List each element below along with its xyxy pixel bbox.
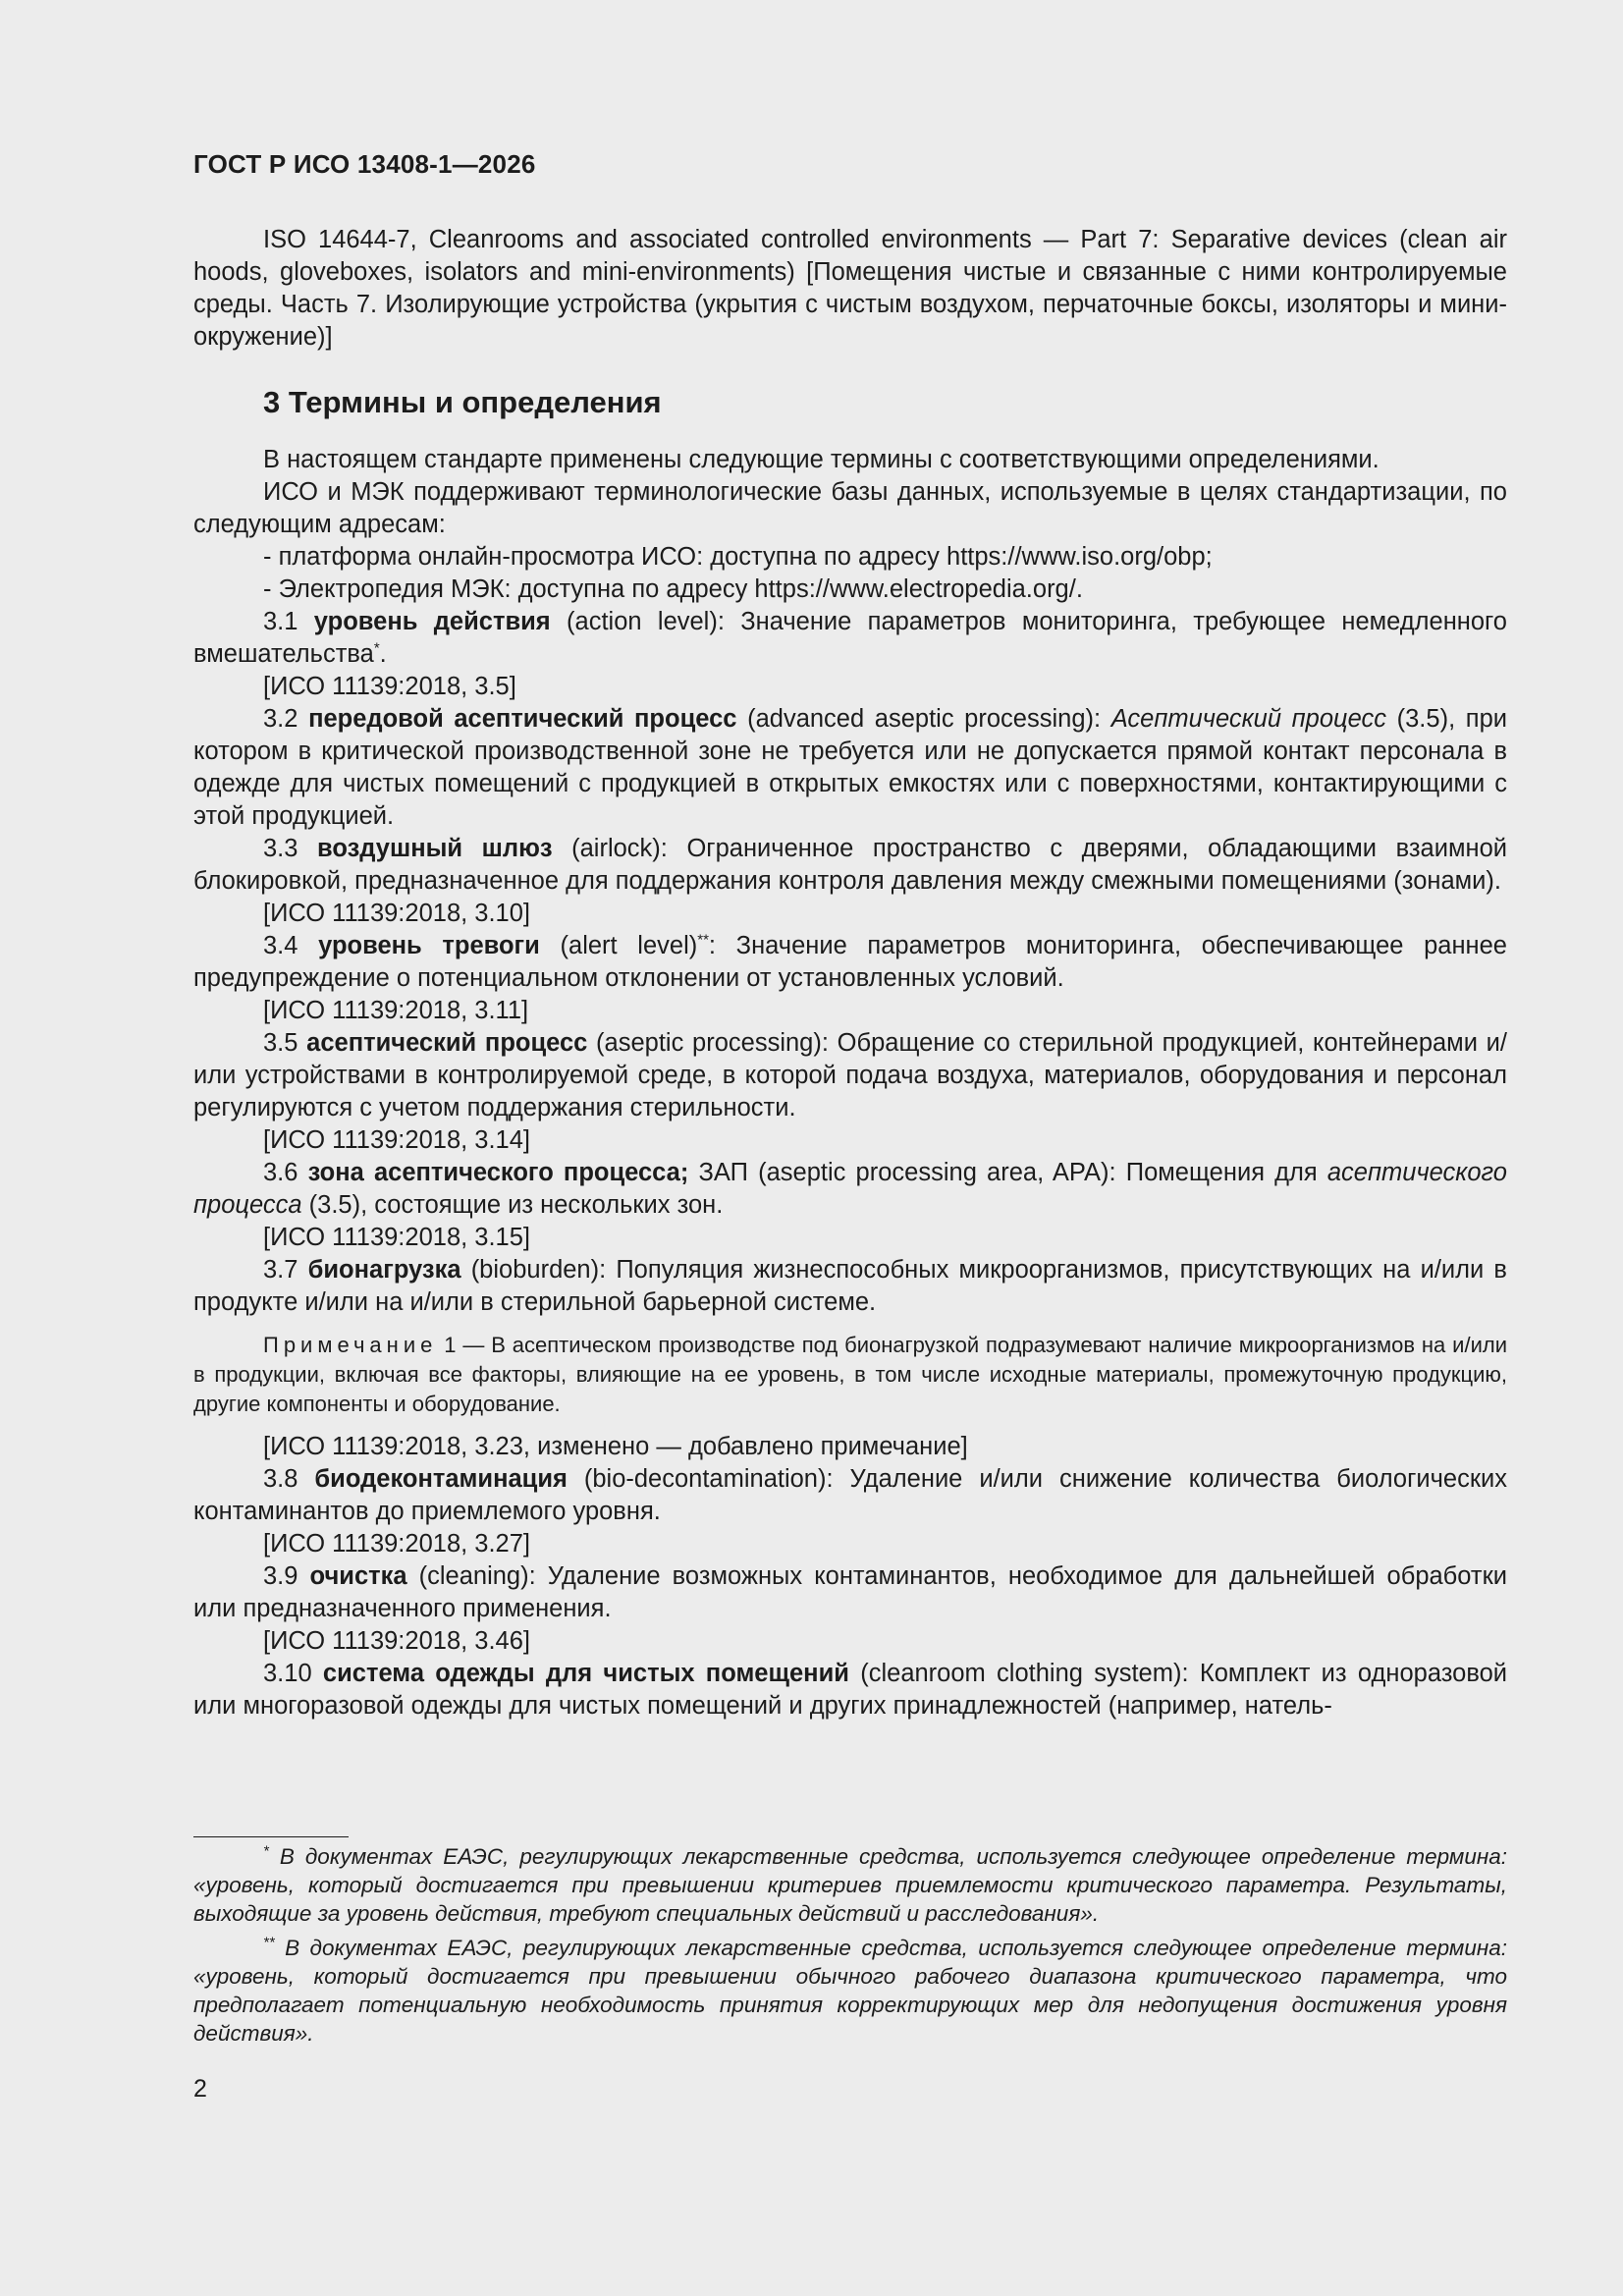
term-definition: (cleaning): Удаление возможных контаминантов, необходимое для дальнейшей обработки или предназначенного применения.	[193, 1562, 1507, 1622]
note-text: 1 — В асептическом производстве под бионагрузкой подразумевают наличие микроорганизмов на и/или в продукции, включая все факторы, влияющие на ее уровень, в том числе исходные материалы, промежуточную продукцию, другие компоненты и оборудование.	[193, 1333, 1507, 1416]
term-entry-3-8	[193, 1463, 1507, 1528]
footnote-marker: *	[373, 639, 380, 657]
term-definition: (bio-decontamination): Удаление и/или снижение количества биологических контаминантов до приемлемого уровня.	[193, 1465, 1507, 1525]
term-definition: ЗАП (aseptic processing area, APA): Помещения для	[688, 1159, 1327, 1186]
term-cross-reference: асептического процесса	[193, 1159, 1507, 1219]
term-source-reference: [ИСО 11139:2018, 3.23, изменено — добавлено примечание]	[263, 1433, 968, 1460]
term-entry-3-10	[193, 1658, 1507, 1722]
term-definition: (cleanroom clothing system): Комплект из одноразовой или многоразовой одежды для чистых помещений и других принадлежностей (например, натель-	[193, 1660, 1507, 1720]
term-definition-cont: (3.5), состоящие из нескольких зон.	[301, 1191, 724, 1219]
term-definition-cont: (3.5), при котором в критической производственной зоне не требуется или не допускается прямой контакт персонала в одежде для чистых помещений с продукцией в открытых емкостях или с поверхностями, контактирующими с этой продукцией.	[193, 705, 1507, 830]
term-entry-3-3	[193, 833, 1507, 898]
footnote-1	[193, 1842, 1507, 1928]
term-entry-3-4	[193, 930, 1507, 995]
term-definition: (alert level)	[539, 932, 698, 959]
term-entry-3-6	[193, 1157, 1507, 1222]
term-name: бионагрузка	[307, 1256, 461, 1284]
note-label: Примечание	[263, 1333, 438, 1357]
term-name: уровень действия	[313, 608, 551, 635]
term-source-reference: [ИСО 11139:2018, 3.10]	[263, 900, 531, 927]
term-source-reference: [ИСО 11139:2018, 3.14]	[263, 1126, 531, 1154]
term-definition: (action level): Значение параметров мониторинга, требующее немедленного вмешательства	[193, 608, 1507, 668]
section-intro-paragraph: В настоящем стандарте применены следующие термины с соответствующими определениями.	[263, 446, 1380, 473]
term-number: 3.7	[263, 1256, 308, 1284]
term-cross-reference: Асептический процесс	[1110, 705, 1387, 733]
term-number: 3.8	[263, 1465, 315, 1493]
term-entry-3-7	[193, 1254, 1507, 1319]
document-header: ГОСТ Р ИСО 13408-1—2026	[193, 149, 536, 179]
term-name: передовой асептический процесс	[308, 705, 737, 733]
list-item-electropedia: - Электропедия МЭК: доступна по адресу https://www.electropedia.org/.	[263, 575, 1083, 603]
footnote-divider	[193, 1836, 349, 1837]
term-name: биодеконтаминация	[314, 1465, 568, 1493]
term-definition: (aseptic processing): Обращение со стерильной продукцией, контейнерами и/или устройствами в контролируемой среде, в которой подача воздуха, материалов, оборудования и персонал регулируются с учетом поддержания стерильности.	[193, 1029, 1507, 1121]
term-name: система одежды для чистых помещений	[322, 1660, 849, 1687]
term-number: 3.5	[263, 1029, 307, 1057]
term-number: 3.4	[263, 932, 319, 959]
term-number: 3.3	[263, 835, 318, 862]
term-number: 3.2	[263, 705, 309, 733]
term-entry-3-9	[193, 1560, 1507, 1625]
footnote-marker: **	[697, 931, 709, 949]
term-name: воздушный шлюз	[317, 835, 553, 862]
term-source-reference: [ИСО 11139:2018, 3.5]	[263, 673, 516, 700]
normative-reference-item	[193, 224, 1507, 354]
main-content	[193, 224, 1507, 1722]
term-definition: (airlock): Ограниченное пространство с дверями, обладающими взаимной блокировкой, предназначенное для поддержания контроля давления между смежными помещениями (зонами).	[193, 835, 1507, 895]
section-database-paragraph: ИСО и МЭК поддерживают терминологические базы данных, используемые в целях стандартизации, по следующим адресам:	[193, 478, 1507, 538]
term-entry-3-5	[193, 1027, 1507, 1124]
term-number: 3.6	[263, 1159, 308, 1186]
term-entry-3-2	[193, 703, 1507, 833]
term-name: зона асептического процесса;	[307, 1159, 689, 1186]
footnote-text: В документах ЕАЭС, регулирующих лекарственные средства, используется следующее определение термина: «уровень, который достигается при превышении критериев приемлемости критического параметра. Результаты, выходящие за уровень действия, требуют специальных действий и расследования».	[193, 1844, 1507, 1926]
term-source-reference: [ИСО 11139:2018, 3.27]	[263, 1530, 531, 1558]
page-number: 2	[193, 2075, 207, 2103]
term-entry-3-1: 3.1 уровень действия (action level): Значение параметров мониторинга, требующее немедленного вмешательства*.	[193, 608, 1507, 668]
term-source-reference: [ИСО 11139:2018, 3.11]	[263, 997, 529, 1024]
term-number: 3.1	[263, 608, 314, 635]
section-title: 3 Термины и определения	[263, 385, 662, 419]
term-number: 3.9	[263, 1562, 310, 1590]
footnotes	[193, 1842, 1507, 2053]
term-note	[193, 1331, 1507, 1419]
term-definition: (advanced aseptic processing):	[736, 705, 1111, 733]
footnote-2	[193, 1934, 1507, 2048]
term-definition: (bioburden): Популяция жизнеспособных микроорганизмов, присутствующих на и/или в продукте и/или на и/или в стерильной барьерной системе.	[193, 1256, 1507, 1316]
footnote-text: В документах ЕАЭС, регулирующих лекарственные средства, используется следующее определение термина: «уровень, который достигается при превышении обычного рабочего диапазона критического параметра, что предполагает потенциальную необходимость принятия корректирующих мер для недопущения достижения уровня действия».	[193, 1936, 1507, 2046]
term-definition-cont: : Значение параметров мониторинга, обеспечивающее раннее предупреждение о потенциальном отклонении от установленных условий.	[193, 932, 1507, 992]
term-name: уровень тревоги	[318, 932, 540, 959]
term-source-reference: [ИСО 11139:2018, 3.46]	[263, 1627, 531, 1655]
term-name: асептический процесс	[306, 1029, 588, 1057]
term-source-reference: [ИСО 11139:2018, 3.15]	[263, 1224, 531, 1251]
term-name: очистка	[309, 1562, 407, 1590]
reference-text: ISO 14644-7, Cleanrooms and associated controlled environments — Part 7: Separative devices (clean air hoods, gloveboxes, isolators and mini-environments) [Помещения чистые и связанные с ними контролируемые среды. Часть 7. Изолирующие устройства (укрытия с чистым воздухом, перчаточные боксы, изоляторы и мини-окружение)]	[193, 226, 1507, 351]
footnote-mark: *	[263, 1842, 269, 1860]
list-item-iso-obp: - платформа онлайн-просмотра ИСО: доступна по адресу https://www.iso.org/obp;	[263, 543, 1213, 571]
footnote-mark: **	[263, 1934, 275, 1951]
term-number: 3.10	[263, 1660, 323, 1687]
